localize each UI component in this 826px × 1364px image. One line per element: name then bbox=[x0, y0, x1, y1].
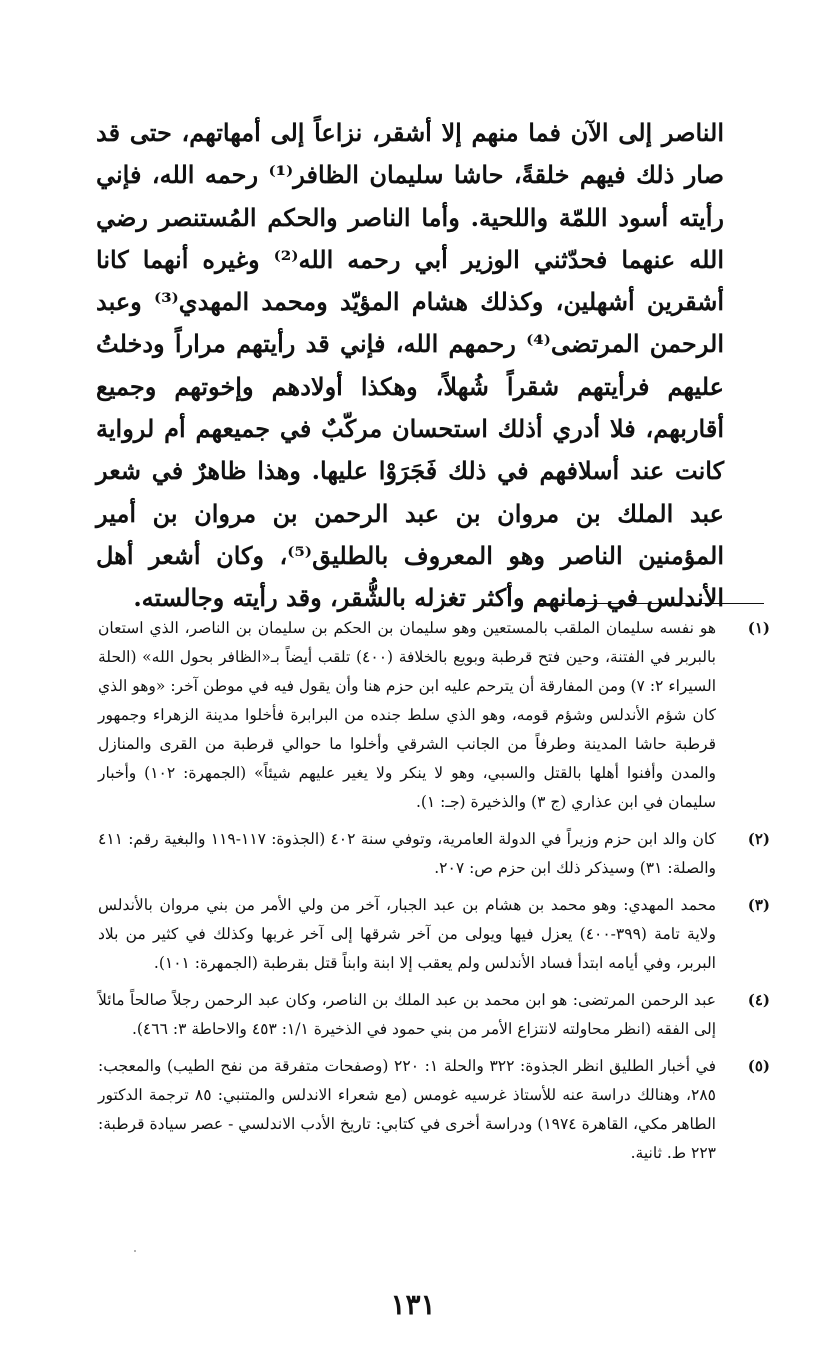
footnote-text: هو نفسه سليمان الملقب بالمستعين وهو سليمان بن الحكم بن سليمان بن الناصر، الذي استعان بالبربر في الفتنة، وحين فتح قرطبة وبويع بالخلافة (٤٠٠) تلقب أيضاً بـ«الظافر بحول الله» (الحلة السيراء ٢: ٧) ومن المفارقة أن يترحم عليه ابن حزم هنا وأن يقول فيه في موطن آخر: «وهو الذي كان شؤم الأندلس وشؤم قومه، وهو الذي سلط جنده من البرابرة فأخلوا مدينة الزهراء وجمهور قرطبة حاشا المدينة وطرفاً من الجانب الشرقي وأخلوا ما حوالي قرطبة من القرى والمنازل والمدن وأفنوا أهلها بالقتل والسبي، وهو لا ينكر ولا يغير عليهم شيئاً» (الجمهرة: ١٠٢) وأخبار سليمان في ابن عذاري (ج ٣) والذخيرة (جـ: ١). bbox=[98, 619, 716, 811]
footnote-number: (٤) bbox=[747, 991, 770, 1009]
scan-speck bbox=[134, 1250, 136, 1252]
footnote-number: (٢) bbox=[747, 830, 770, 848]
footnote-2 bbox=[98, 825, 770, 883]
footnote-text: كان والد ابن حزم وزيراً في الدولة العامرية، وتوفي سنة ٤٠٢ (الجذوة: ١١٧-١١٩ والبغية رقم: ٤١١ والصلة: ٣١) وسيذكر ذلك ابن حزم ص: ٢٠٧. bbox=[98, 830, 716, 877]
main-paragraph: الناصر إلى الآن فما منهم إلا أشقر، نزاعاً إلى أمهاتهم، حتى قد صار ذلك فيهم خلقةً، حاشا سليمان الظافر⁽¹⁾ رحمه الله، فإني رأيته أسود اللمّة واللحية. وأما الناصر والحكم المُستنصر رضي الله عنهما فحدّثني الوزير أبي رحمه الله⁽²⁾ وغيره أنهما كانا أشقرين أشهلين، وكذلك هشام المؤيّد ومحمد المهدي⁽³⁾ وعبد الرحمن المرتضى⁽⁴⁾ رحمهم الله، فإني قد رأيتهم مراراً ودخلتُ عليهم فرأيتهم شقراً شُهلاً، وهكذا أولادهم وإخوتهم وجميع أقاربهم، فلا أدري أذلك استحسان مركّبٌ في جميعهم أم لرواية كانت عند أسلافهم في ذلك فَجَرَوْا عليها. وهذا ظاهرٌ في شعر عبد الملك بن مروان بن عبد الرحمن بن مروان بن أمير المؤمنين الناصر وهو المعروف بالطليق⁽⁵⁾، وكان أشعر أهل الأندلس في زمانهم وأكثر تغزله بالشُّقر، وقد رأيته وجالسته. bbox=[96, 118, 725, 613]
footnote-text: عبد الرحمن المرتضى: هو ابن محمد بن عبد الملك بن الناصر، وكان عبد الرحمن رجلاً صالحاً مائلاً إلى الفقه (انظر محاولته لانتزاع الأمر من بني حمود في الذخيرة ١/١: ٤٥٣ والاحاطة ٣: ٤٦٦). bbox=[98, 991, 716, 1038]
footnote-number: (١) bbox=[747, 619, 770, 637]
footnotes-section bbox=[98, 614, 770, 1176]
footnote-text: في أخبار الطليق انظر الجذوة: ٣٢٢ والحلة ١: ٢٢٠ (وصفحات متفرقة من نفح الطيب) والمعجب: ٢٨٥، وهنالك دراسة عنه للأستاذ غرسيه غومس (مع شعراء الاندلس والمتنبي: ٨٥ ترجمة الدكتور الطاهر مكي، القاهرة ١٩٧٤) ودراسة أخرى في كتابي: تاريخ الأدب الاندلسي - عصر سيادة قرطبة: ٢٢٣ ط. ثانية. bbox=[98, 1057, 717, 1162]
footnote-4 bbox=[98, 986, 770, 1044]
footnote-separator-line bbox=[540, 603, 764, 604]
main-body-text bbox=[96, 112, 724, 620]
footnote-5 bbox=[98, 1052, 770, 1168]
page-number: ١٣١ bbox=[390, 1288, 436, 1321]
footnote-text: محمد المهدي: وهو محمد بن هشام بن عبد الجبار، آخر من ولي الأمر من بني مروان بالأندلس ولاية تامة (٣٩٩-٤٠٠) يعزل فيها ويولى من آخر شرقها إلى آخر غربها وكذلك في كثير من بلاد البربر، وفي أيامه ابتدأ فساد الأندلس ولم يعقب إلا ابنة وابناً قتل بقرطبة (الجمهرة: ١٠١). bbox=[98, 896, 716, 972]
footnote-1 bbox=[98, 614, 770, 817]
footnote-3 bbox=[98, 891, 770, 978]
footnote-number: (٥) bbox=[747, 1057, 770, 1075]
footnote-number: (٣) bbox=[747, 896, 770, 914]
